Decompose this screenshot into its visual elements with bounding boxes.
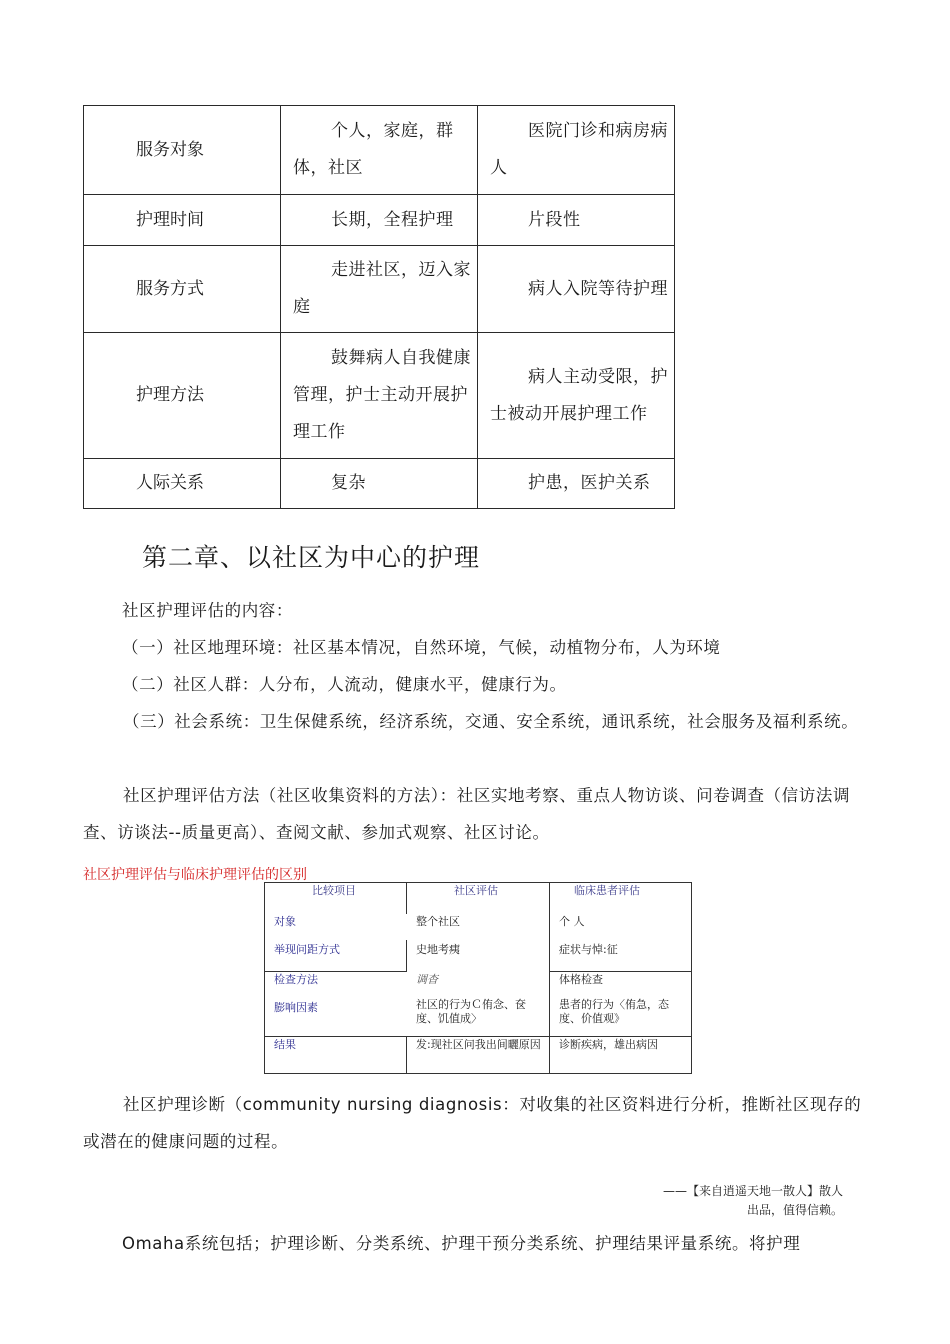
hospital-cell: 病人主动受限，护士被动开展护理工作	[478, 333, 675, 459]
assessment-comparison-table	[264, 882, 692, 1074]
comparison-table	[83, 105, 675, 509]
divider	[406, 882, 407, 914]
header-clinical: 临床患者评估	[574, 884, 640, 897]
table-row	[84, 246, 675, 333]
table-row	[84, 459, 675, 509]
source-note-line1: ——【来自逍遥天地一散人】散人	[662, 1184, 843, 1198]
community-cell: 鼓舞病人自我健康管理，护士主动开展护理工作	[281, 333, 478, 459]
community-cell: 走进社区，迈入家庭	[281, 246, 478, 333]
row-label: 对象	[274, 915, 296, 928]
comparison-subtitle: 社区护理评估与临床护理评估的区别	[83, 867, 307, 883]
community-cell: 复杂	[281, 459, 478, 509]
clinical-value: 症状与悼:征	[559, 943, 618, 956]
divider	[549, 882, 550, 1074]
row-label: 膨响因素	[274, 1001, 318, 1014]
community-value: 发:现社区问我出间曬原因	[416, 1038, 541, 1051]
clinical-value: 患者的行为〈侑急，态度、价值观》	[559, 998, 669, 1025]
divider	[549, 971, 692, 972]
chapter-title: 第二章、以社区为中心的护理	[142, 543, 481, 572]
community-value: 调杳	[416, 973, 438, 986]
paragraph-diagnosis: 社区护理诊断（community nursing diagnosis：对收集的社区资料进行分析，推断社区现存的或潜在的健康问题的过程。	[83, 1095, 862, 1151]
divider	[406, 940, 407, 972]
paragraph-assessment-method: 社区护理评估方法（社区收集资料的方法）：社区实地考察、重点人物访谈、问卷调查（信访法调查、访谈法--质量更高）、查阅文献、参加式观察、社区讨论。	[83, 786, 851, 842]
paragraph-population: （二）社区人群：人分布，人流动，健康水平，健康行为。	[122, 675, 567, 694]
row-label: 服务方式	[84, 246, 281, 333]
row-label: 护理方法	[84, 333, 281, 459]
source-note	[663, 1182, 843, 1220]
row-label: 人际关系	[84, 459, 281, 509]
row-label: 服务对象	[84, 106, 281, 195]
row-label: 护理时间	[84, 195, 281, 246]
hospital-cell: 医院门诊和病房病人	[478, 106, 675, 195]
hospital-cell: 护患，医护关系	[478, 459, 675, 509]
paragraph-social-system: （三）社会系统：卫生保健系统，经济系统，交通、安全系统，通讯系统，社会服务及福利系统。	[123, 712, 859, 731]
header-compare-item: 比较项目	[312, 884, 356, 897]
divider	[406, 1036, 407, 1074]
table-row	[84, 333, 675, 459]
paragraph-assessment-content: 社区护理评估的内容：	[122, 601, 293, 620]
community-value: 史地考痍	[416, 943, 460, 956]
table-row	[84, 106, 675, 195]
divider	[264, 971, 406, 972]
header-community: 社区评估	[454, 884, 498, 897]
clinical-value: 诊断疾病，雄出病因	[559, 1038, 658, 1051]
community-value: 整个社区	[416, 915, 460, 928]
community-value: 社区的行为Ｃ侑念、奁度、饥值成〉	[416, 998, 526, 1025]
clinical-value: 体格检查	[559, 973, 603, 986]
paragraph-omaha: Omaha系统包括；护理诊断、分类系统、护理干预分类系统、护理结果评量系统。将护理	[122, 1234, 801, 1253]
source-note-line2: 出品，值得信赖。	[746, 1203, 843, 1217]
paragraph-geography: （一）社区地理环境：社区基本情况，自然环境，气候，动植物分布，人为环境	[122, 638, 721, 657]
hospital-cell: 病人入院等待护理	[478, 246, 675, 333]
divider	[264, 1036, 692, 1037]
row-label: 举现问距方式	[274, 943, 340, 956]
community-cell: 个人，家庭，群体，社区	[281, 106, 478, 195]
hospital-cell: 片段性	[478, 195, 675, 246]
table-row	[84, 195, 675, 246]
clinical-value: 个 人	[559, 915, 585, 928]
row-label: 结果	[274, 1038, 296, 1051]
community-cell: 长期，全程护理	[281, 195, 478, 246]
row-label: 检查方法	[274, 973, 318, 986]
